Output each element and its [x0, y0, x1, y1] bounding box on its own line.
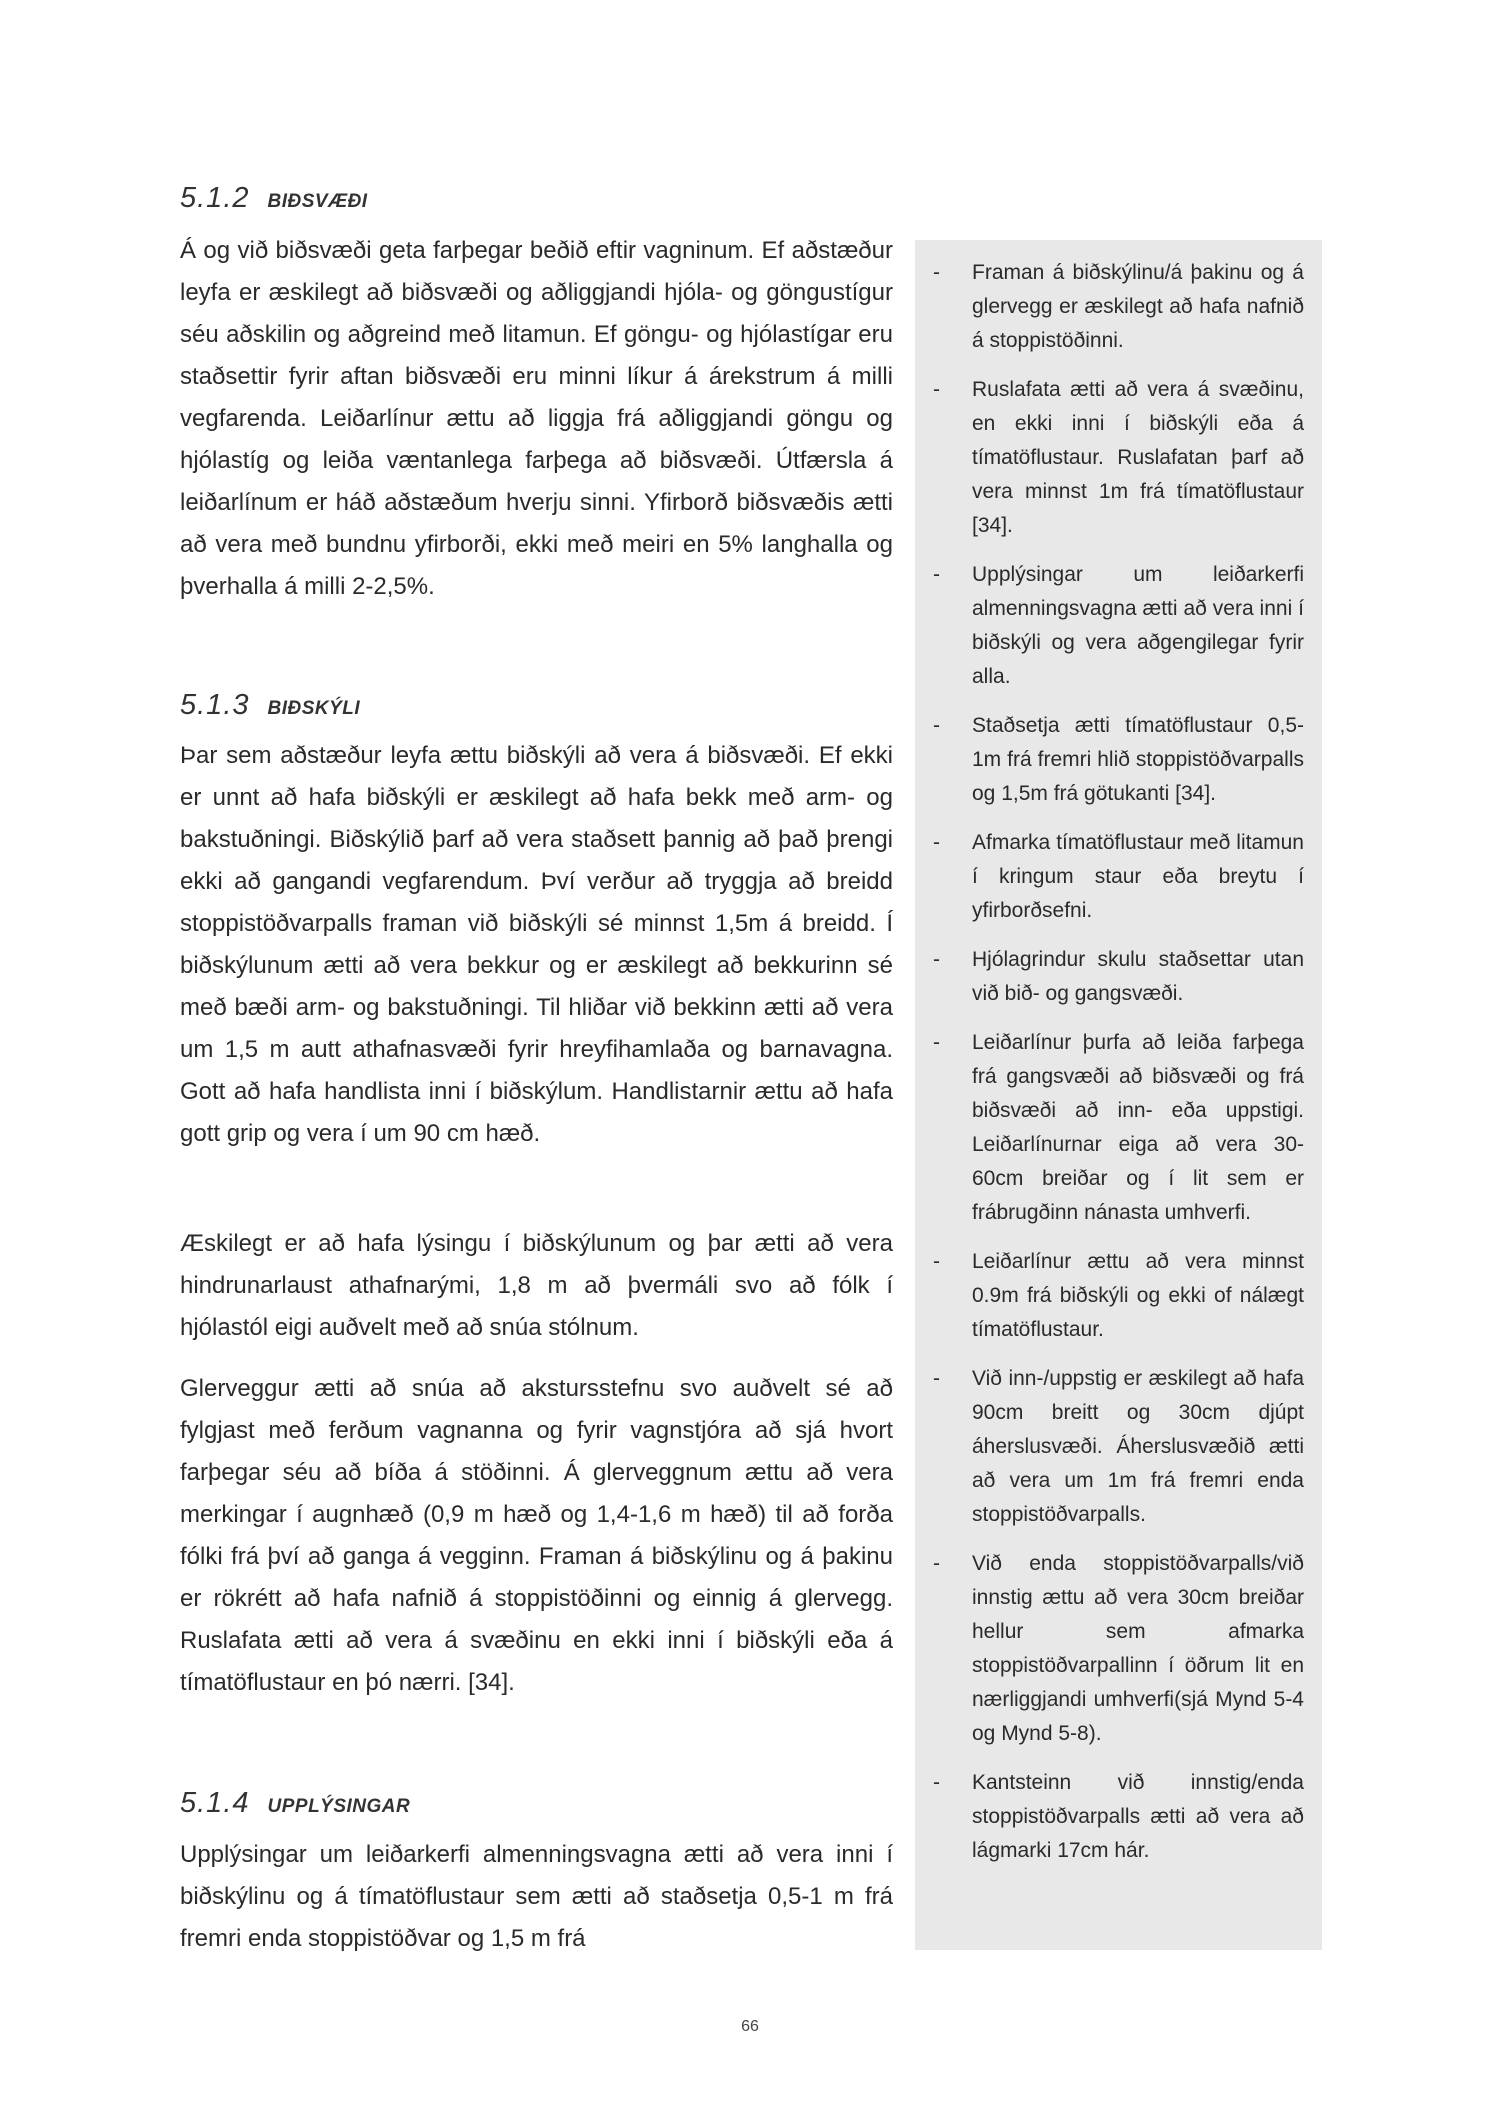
sidebar-item-text: Leiðarlínur ættu að vera minnst 0.9m frá biðskýli og ekki of nálægt tímatöflustaur.: [972, 1250, 1304, 1341]
section-title: BIÐSKÝLI: [267, 698, 361, 719]
sidebar-list-item: [933, 1766, 1304, 1868]
sidebar-list-item: [933, 943, 1304, 1011]
bullet-dash: -: [933, 831, 940, 854]
bullet-dash: -: [933, 714, 940, 737]
section-number: 5.1.4: [180, 1787, 250, 1819]
paragraph-bidskyli-1: Þar sem aðstæður leyfa ættu biðskýli að vera á biðsvæði. Ef ekki er unnt að hafa biðskýli er æskilegt að hafa bekk með arm- og bakstuðningi. Biðskýlið þarf að vera staðsett þannig að það þrengi ekki að gangandi vegfarendum. Því verður að tryggja að breidd stoppistöðvarpalls framan við biðskýli sé minnst 1,5m á breidd. Í biðskýlunum ætti að vera bekkur og er æskilegt að bekkurinn sé með bæði arm- og bakstuðningi. Til hliðar við bekkinn ætti að vera um 1,5 m autt athafnasvæði fyrir hreyfihamlaða og barnavagna. Gott að hafa handlista inni í biðskýlum. Handlistarnir ættu að hafa gott grip og vera í um 90 cm hæð.: [180, 742, 893, 1147]
sidebar-list-item: [933, 1026, 1304, 1230]
sidebar-item-text: Afmarka tímatöflustaur með litamun í kringum staur eða breytu í yfirborðsefni.: [972, 831, 1304, 922]
bullet-dash: -: [933, 378, 940, 401]
section-heading-5-1-3: [180, 689, 893, 722]
sidebar-checklist: [915, 240, 1322, 1950]
section-heading-5-1-2: [180, 182, 893, 215]
sidebar-list-item: [933, 826, 1304, 928]
sidebar-item-text: Við inn-/uppstig er æskilegt að hafa 90cm breitt og 30cm djúpt áherslusvæði. Áherslusvæðið ætti að vera um 1m frá fremri enda stoppistöðvarpalls.: [972, 1367, 1304, 1526]
page-number: 66: [741, 2018, 759, 2035]
paragraph-upplysingar: Upplýsingar um leiðarkerfi almenningsvagna ætti að vera inni í biðskýlinu og á tímatöflustaur sem ætti að staðsetja 0,5-1 m frá fremri enda stoppistöðvar og 1,5 m frá: [180, 1841, 893, 1952]
bullet-dash: -: [933, 1367, 940, 1390]
sidebar-item-text: Framan á biðskýlinu/á þakinu og á glervegg er æskilegt að hafa nafnið á stoppistöðinni.: [972, 261, 1304, 352]
sidebar-item-text: Kantsteinn við innstig/enda stoppistöðvarpalls ætti að vera að lágmarki 17cm hár.: [972, 1771, 1304, 1862]
bullet-dash: -: [933, 1771, 940, 1794]
bullet-dash: -: [933, 261, 940, 284]
paragraph-bidsvaedi: Á og við biðsvæði geta farþegar beðið eftir vagninum. Ef aðstæður leyfa er æskilegt að biðsvæði og aðliggjandi hjóla- og göngustígur séu aðskilin og aðgreind með litamun. Ef göngu- og hjólastígar eru staðsettir fyrir aftan biðsvæði eru minni líkur á árekstrum á milli vegfarenda. Leiðarlínur ættu að liggja frá aðliggjandi göngu og hjólastíg og leiða væntanlega farþega að biðsvæði. Útfærsla á leiðarlínum er háð aðstæðum hverju sinni. Yfirborð biðsvæðis ætti að vera með bundnu yfirborði, ekki með meiri en 5% langhalla og þverhalla á milli 2-2,5%.: [180, 237, 893, 600]
bullet-dash: -: [933, 948, 940, 971]
sidebar-item-text: Staðsetja ætti tímatöflustaur 0,5-1m frá fremri hlið stoppistöðvarpalls og 1,5m frá götukanti [34].: [972, 714, 1304, 805]
bullet-dash: -: [933, 1552, 940, 1575]
paragraph-bidskyli-3: Glerveggur ætti að snúa að akstursstefnu svo auðvelt sé að fylgjast með ferðum vagnanna og fyrir vagnstjóra að sjá hvort farþegar séu að bíða á stöðinni. Á glerveggnum ættu að vera merkingar í augnhæð (0,9 m hæð og 1,4-1,6 m hæð) til að forða fólki frá því að ganga á vegginn. Framan á biðskýlinu og á þakinu er rökrétt að hafa nafnið á stoppistöðinni og einnig á glervegg. Ruslafata ætti að vera á svæðinu en ekki inni í biðskýli eða á tímatöflustaur en þó nærri. [34].: [180, 1375, 893, 1696]
paragraph-bidskyli-2: Æskilegt er að hafa lýsingu í biðskýlunum og þar ætti að vera hindrunarlaust athafnarými, 1,8 m að þvermáli svo að fólk í hjólastól eigi auðvelt með að snúa stólnum.: [180, 1230, 893, 1341]
sidebar-item-text: Leiðarlínur þurfa að leiða farþega frá gangsvæði að biðsvæði og frá biðsvæði að inn- eða uppstigi. Leiðarlínurnar eiga að vera 30-60cm breiðar og í lit sem er frábrugðinn nánasta umhverfi.: [972, 1031, 1304, 1224]
sidebar-list-item: [933, 1362, 1304, 1532]
bullet-dash: -: [933, 563, 940, 586]
sidebar-list-item: [933, 256, 1304, 358]
bullet-dash: -: [933, 1250, 940, 1273]
sidebar-list-item: [933, 1547, 1304, 1751]
section-number: 5.1.2: [180, 182, 250, 214]
sidebar-item-text: Ruslafata ætti að vera á svæðinu, en ekki inni í biðskýli eða á tímatöflustaur. Ruslafatan þarf að vera minnst 1m frá tímatöflustaur [34].: [972, 378, 1304, 537]
section-heading-5-1-4: [180, 1787, 893, 1820]
sidebar-list-item: [933, 1245, 1304, 1347]
section-title: BIÐSVÆÐI: [267, 191, 368, 212]
section-number: 5.1.3: [180, 689, 250, 721]
sidebar-list: [915, 240, 1322, 1868]
sidebar-list-item: [933, 373, 1304, 543]
sidebar-item-text: Upplýsingar um leiðarkerfi almenningsvagna ætti að vera inni í biðskýli og vera aðgengilegar fyrir alla.: [972, 563, 1304, 688]
sidebar-item-text: Við enda stoppistöðvarpalls/við innstig ættu að vera 30cm breiðar hellur sem afmarka stoppistöðvarpallinn í öðrum lit en nærliggjandi umhverfi(sjá Mynd 5-4 og Mynd 5-8).: [972, 1552, 1304, 1745]
section-title: UPPLÝSINGAR: [267, 1796, 411, 1817]
sidebar-item-text: Hjólagrindur skulu staðsettar utan við bið- og gangsvæði.: [972, 948, 1304, 1005]
bullet-dash: -: [933, 1031, 940, 1054]
sidebar-list-item: [933, 709, 1304, 811]
paragraph-upplysingar-container: [180, 1834, 893, 1960]
sidebar-list-item: [933, 558, 1304, 694]
